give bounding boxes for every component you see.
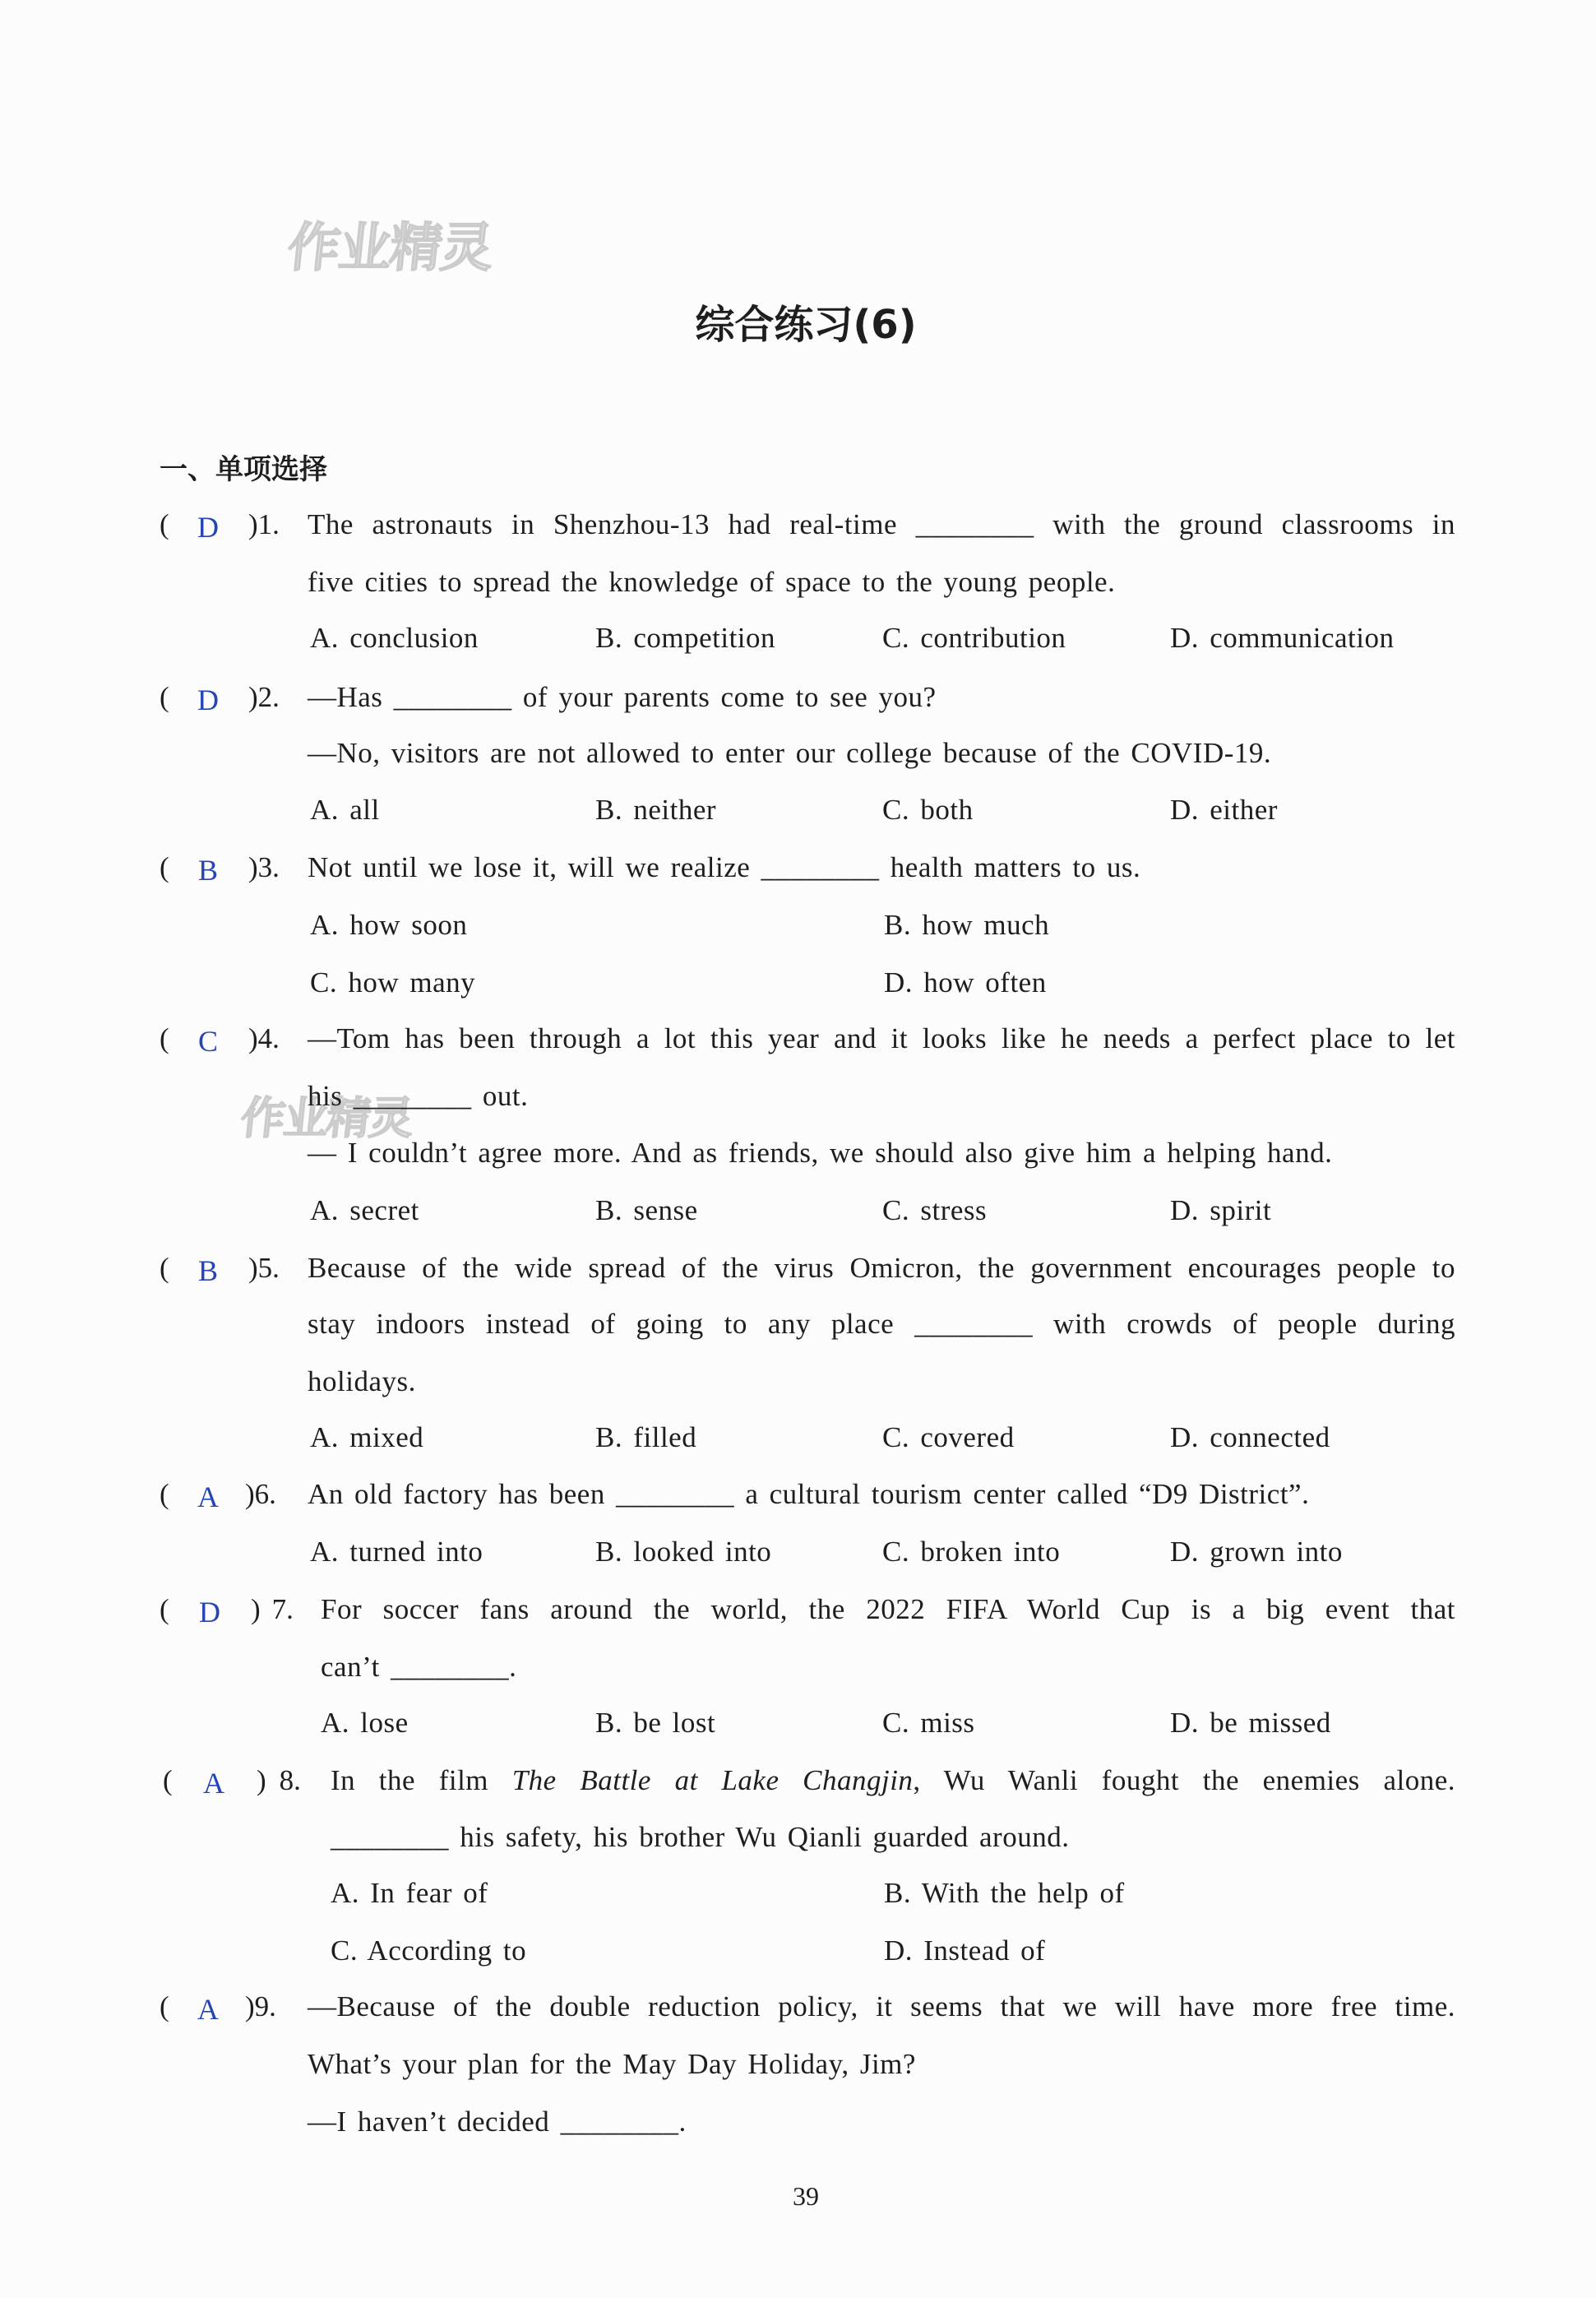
question-number: 9. — [254, 1990, 276, 2022]
question-8-option-b: B. With the help of — [884, 1877, 1125, 1909]
question-6-option-b: B. looked into — [595, 1536, 772, 1568]
question-number: 7. — [271, 1593, 294, 1625]
answer-bracket-open: ( — [160, 1478, 169, 1510]
question-7-answer: D — [199, 1596, 220, 1629]
answer-bracket-close-number — [248, 851, 280, 884]
answer-bracket-open: ( — [163, 1764, 173, 1796]
answer-bracket-open: ( — [160, 851, 169, 883]
question-6-line-1: An old factory has been ________ a cultural tourism center called “D9 District”. — [308, 1478, 1310, 1510]
question-number: 4. — [257, 1022, 280, 1054]
answer-bracket-open: ( — [160, 508, 169, 540]
answer-bracket-close: ) — [248, 1252, 258, 1284]
question-2-line-1: —Has ________ of your parents come to see you? — [308, 681, 937, 713]
answer-bracket-open: ( — [160, 1990, 169, 2022]
question-2-line-2: —No, visitors are not allowed to enter our college because of the COVID-19. — [308, 737, 1272, 769]
question-2-option-a: A. all — [310, 794, 380, 826]
question-8-line-2: ________ his safety, his brother Wu Qianli guarded around. — [331, 1821, 1070, 1853]
question-3-option-a: A. how soon — [310, 909, 468, 941]
question-8-option-a: A. In fear of — [331, 1877, 488, 1909]
watermark-logo-middle: 作业精灵 — [238, 1092, 415, 1144]
question-number: 8. — [279, 1764, 301, 1796]
question-5-option-c: C. covered — [882, 1421, 1015, 1453]
answer-bracket-close: ) — [251, 1593, 261, 1625]
question-4-answer: C — [197, 1025, 218, 1058]
answer-bracket-close: ) — [248, 851, 258, 883]
question-1-answer: D — [197, 511, 219, 544]
question-7-option-d: D. be missed — [1170, 1707, 1331, 1739]
question-3-line-1: Not until we lose it, will we realize ________ health matters to us. — [308, 851, 1141, 883]
question-1-option-d: D. communication — [1170, 622, 1395, 654]
question-8-line-1-after: , Wu Wanli fought the enemies alone. — [913, 1764, 1455, 1796]
question-6-option-d: D. grown into — [1170, 1536, 1343, 1568]
question-1-option-a: A. conclusion — [310, 622, 479, 654]
question-1-option-b: B. competition — [595, 622, 776, 654]
answer-bracket-close-number — [245, 1478, 276, 1511]
question-8-line-1-before: In the film — [331, 1764, 512, 1796]
question-2-option-c: C. both — [882, 794, 974, 826]
question-7-line-2: can’t ________. — [321, 1651, 517, 1683]
question-number: 3. — [257, 851, 280, 883]
question-9-answer: A — [197, 1993, 219, 2026]
question-3-option-b: B. how much — [884, 909, 1050, 941]
question-8-line-1 — [331, 1764, 1455, 1797]
answer-bracket-close: ) — [248, 1022, 258, 1054]
answer-bracket-close: ) — [257, 1764, 266, 1796]
question-5-line-3: holidays. — [308, 1365, 416, 1397]
question-3-option-d: D. how often — [884, 966, 1047, 998]
question-2-option-b: B. neither — [595, 794, 717, 826]
question-4-line-2: his ________ out. — [308, 1080, 529, 1112]
answer-bracket-close: ) — [248, 508, 258, 540]
question-7-option-c: C. miss — [882, 1707, 975, 1739]
answer-bracket-open: ( — [160, 1593, 169, 1625]
question-7-line-1: For soccer fans around the world, the 2022 FIFA World Cup is a big event that — [321, 1593, 1455, 1625]
question-8-option-c: C. According to — [331, 1934, 527, 1967]
question-6-option-a: A. turned into — [310, 1536, 483, 1568]
question-4-line-3: — I couldn’t agree more. And as friends, we should also give him a helping hand. — [308, 1137, 1333, 1169]
question-1-option-c: C. contribution — [882, 622, 1066, 654]
answer-bracket-close: ) — [245, 1478, 255, 1510]
answer-bracket-close-number — [251, 1593, 294, 1626]
question-5-line-1: Because of the wide spread of the virus Omicron, the government encourages people to — [308, 1252, 1455, 1284]
question-number: 6. — [254, 1478, 276, 1510]
page-title: 综合练习(6) — [695, 302, 917, 348]
answer-bracket-close-number — [245, 1990, 276, 2023]
question-2-option-d: D. either — [1170, 794, 1278, 826]
question-3-answer: B — [197, 854, 218, 887]
question-2-answer: D — [197, 683, 219, 716]
question-8-answer: A — [203, 1767, 224, 1800]
question-6-answer: A — [197, 1480, 219, 1513]
answer-bracket-close: ) — [248, 681, 258, 713]
answer-bracket-close-number — [248, 1022, 280, 1055]
question-number: 5. — [257, 1252, 280, 1284]
answer-bracket-open: ( — [160, 681, 169, 713]
answer-bracket-open: ( — [160, 1252, 169, 1284]
question-1-line-1: The astronauts in Shenzhou-13 had real-time ________ with the ground classrooms in — [308, 508, 1455, 540]
question-5-answer: B — [197, 1254, 218, 1287]
answer-bracket-open: ( — [160, 1022, 169, 1054]
question-4-option-d: D. spirit — [1170, 1194, 1272, 1226]
question-7-option-b: B. be lost — [595, 1707, 716, 1739]
watermark-logo-top: 作业精灵 — [285, 218, 495, 279]
answer-bracket-close-number — [248, 508, 280, 541]
answer-bracket-close: ) — [245, 1990, 255, 2022]
question-9-line-1: —Because of the double reduction policy, it seems that we will have more free time. — [308, 1990, 1455, 2022]
question-4-option-a: A. secret — [310, 1194, 419, 1226]
question-4-line-1: —Tom has been through a lot this year and it looks like he needs a perfect place to let — [308, 1022, 1455, 1054]
question-3-option-c: C. how many — [310, 966, 476, 998]
answer-bracket-close-number — [257, 1764, 301, 1797]
question-1-line-2: five cities to spread the knowledge of space to the young people. — [308, 566, 1116, 598]
question-5-option-b: B. filled — [595, 1421, 697, 1453]
question-6-option-c: C. broken into — [882, 1536, 1061, 1568]
film-title: The Battle at Lake Changjin — [511, 1764, 914, 1796]
question-9-line-3: —I haven’t decided ________. — [308, 2106, 687, 2138]
question-7-option-a: A. lose — [321, 1707, 409, 1739]
answer-bracket-close-number — [248, 681, 280, 714]
question-5-option-d: D. connected — [1170, 1421, 1330, 1453]
question-5-line-2: stay indoors instead of going to any place ________ with crowds of people during — [308, 1308, 1455, 1340]
question-9-line-2: What’s your plan for the May Day Holiday, Jim? — [308, 2048, 916, 2080]
question-number: 1. — [257, 508, 280, 540]
question-4-option-b: B. sense — [595, 1194, 698, 1226]
section-heading: 一、单项选择 — [160, 453, 327, 486]
question-8-option-d: D. Instead of — [884, 1934, 1046, 1967]
question-5-option-a: A. mixed — [310, 1421, 424, 1453]
answer-bracket-close-number — [248, 1252, 280, 1285]
page-number: 39 — [793, 2181, 819, 2211]
question-number: 2. — [257, 681, 280, 713]
question-4-option-c: C. stress — [882, 1194, 988, 1226]
